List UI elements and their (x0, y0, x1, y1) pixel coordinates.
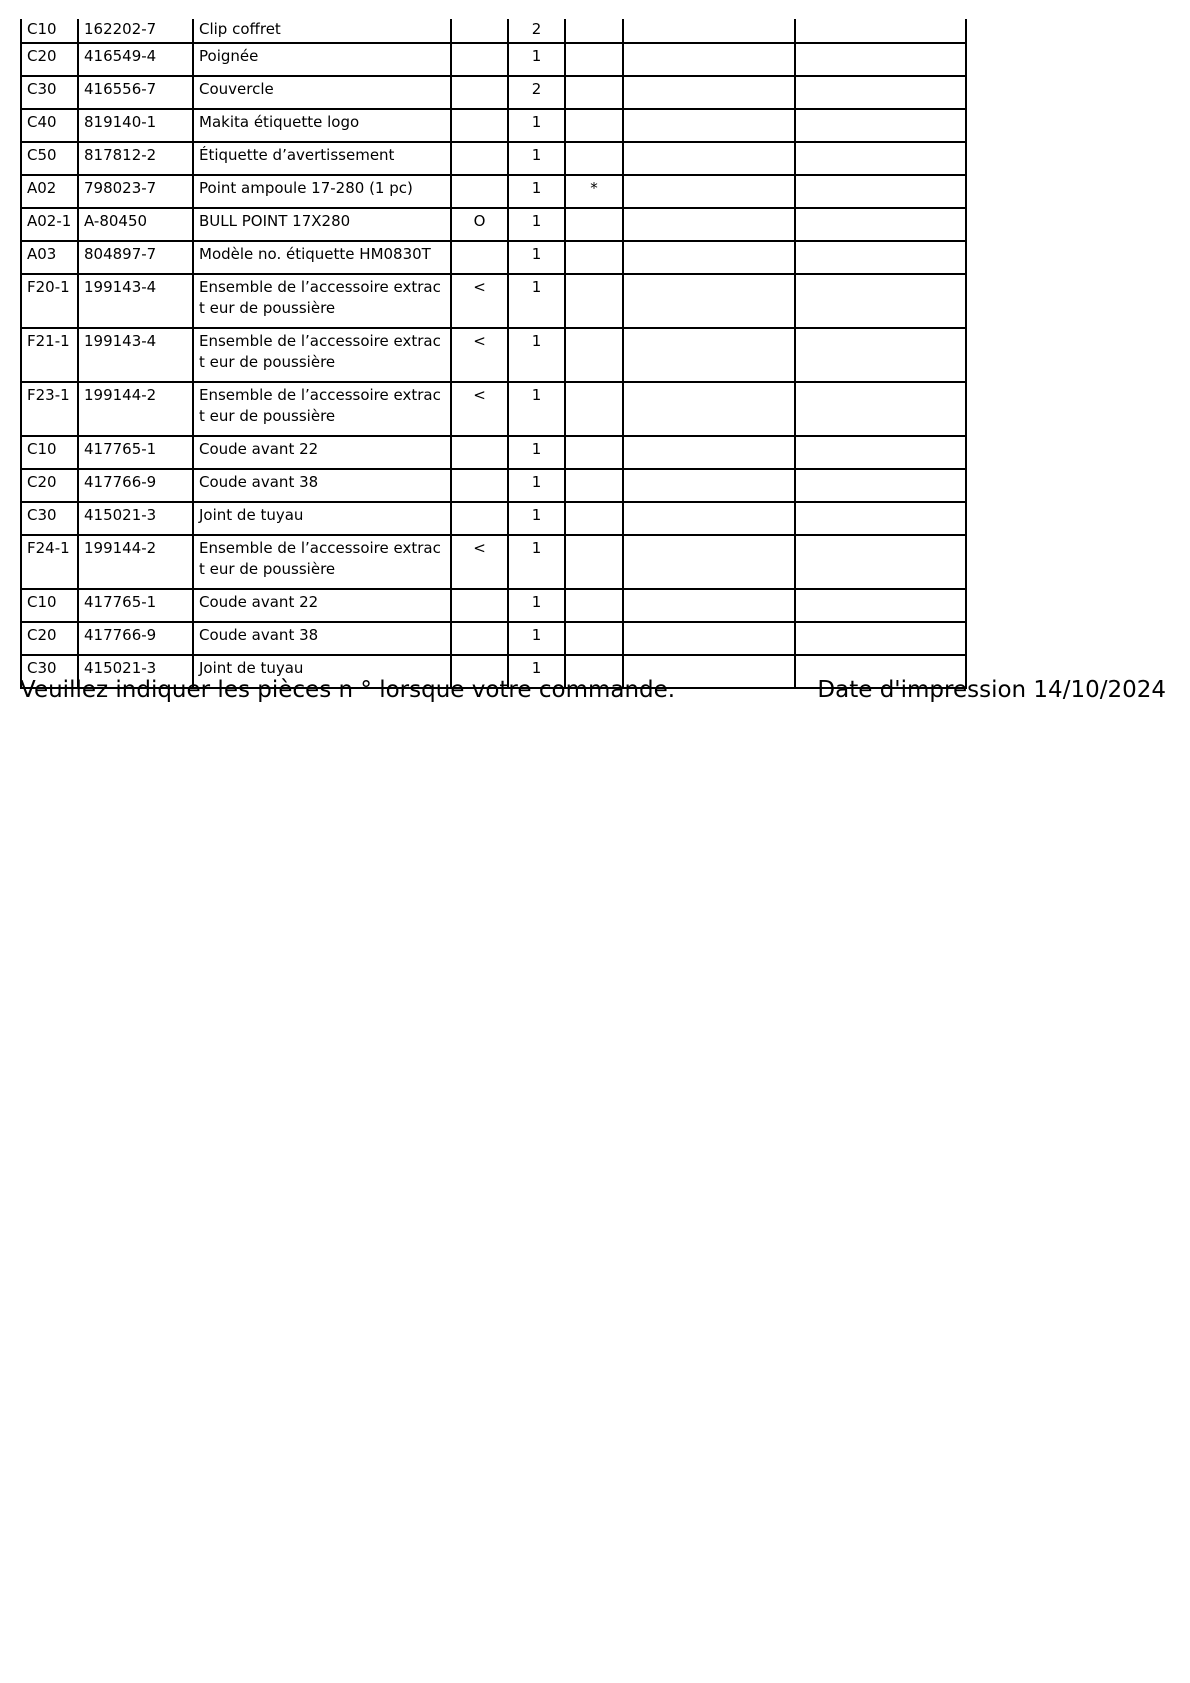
item-number-cell: C10 (21, 436, 78, 469)
blank-cell (795, 622, 966, 655)
blank-cell (795, 328, 966, 382)
description-cell: Joint de tuyau (193, 655, 451, 688)
note-mark-cell (565, 535, 623, 589)
blank-cell (795, 241, 966, 274)
quantity-cell: 1 (508, 109, 565, 142)
symbol-cell (451, 76, 508, 109)
table-row (21, 502, 966, 535)
note-mark-cell (565, 19, 623, 43)
part-number-cell: A-80450 (78, 208, 193, 241)
quantity-cell: 2 (508, 19, 565, 43)
item-number-cell: F23-1 (21, 382, 78, 436)
note-mark-cell (565, 436, 623, 469)
table-row (21, 142, 966, 175)
blank-cell (795, 274, 966, 328)
symbol-cell (451, 622, 508, 655)
description-cell: Coude avant 38 (193, 469, 451, 502)
blank-cell (795, 436, 966, 469)
table-row (21, 328, 966, 382)
note-mark-cell (565, 241, 623, 274)
blank-cell (623, 208, 795, 241)
description-cell: Poignée (193, 43, 451, 76)
table-row (21, 274, 966, 328)
quantity-cell: 1 (508, 241, 565, 274)
part-number-cell: 417766-9 (78, 622, 193, 655)
quantity-cell: 1 (508, 436, 565, 469)
item-number-cell: C30 (21, 502, 78, 535)
symbol-cell: < (451, 328, 508, 382)
description-cell: Ensemble de l’accessoire extract eur de poussière (193, 535, 451, 589)
item-number-cell: C50 (21, 142, 78, 175)
item-number-cell: F20-1 (21, 274, 78, 328)
description-cell: Étiquette d’avertissement (193, 142, 451, 175)
description-cell: Modèle no. étiquette HM0830T (193, 241, 451, 274)
note-mark-cell (565, 328, 623, 382)
part-number-cell: 819140-1 (78, 109, 193, 142)
part-number-cell: 798023-7 (78, 175, 193, 208)
blank-cell (795, 175, 966, 208)
quantity-cell: 1 (508, 589, 565, 622)
part-number-cell: 199143-4 (78, 274, 193, 328)
quantity-cell: 1 (508, 208, 565, 241)
table-row (21, 208, 966, 241)
blank-cell (623, 274, 795, 328)
note-mark-cell (565, 274, 623, 328)
quantity-cell: 1 (508, 622, 565, 655)
part-number-cell: 417766-9 (78, 469, 193, 502)
description-cell: Point ampoule 17-280 (1 pc) (193, 175, 451, 208)
note-mark-cell (565, 502, 623, 535)
blank-cell (795, 382, 966, 436)
item-number-cell: C10 (21, 589, 78, 622)
table-row (21, 43, 966, 76)
note-mark-cell (565, 382, 623, 436)
description-cell: Coude avant 22 (193, 589, 451, 622)
parts-table-body (21, 19, 966, 688)
part-number-cell: 415021-3 (78, 502, 193, 535)
blank-cell (623, 589, 795, 622)
note-mark-cell (565, 109, 623, 142)
table-row (21, 76, 966, 109)
quantity-cell: 1 (508, 535, 565, 589)
blank-cell (623, 109, 795, 142)
blank-cell (623, 436, 795, 469)
blank-cell (795, 142, 966, 175)
part-number-cell: 817812-2 (78, 142, 193, 175)
description-cell: Joint de tuyau (193, 502, 451, 535)
part-number-cell: 199144-2 (78, 535, 193, 589)
blank-cell (623, 382, 795, 436)
quantity-cell: 1 (508, 469, 565, 502)
item-number-cell: C10 (21, 19, 78, 43)
note-mark-cell (565, 76, 623, 109)
blank-cell (795, 43, 966, 76)
table-row (21, 436, 966, 469)
symbol-cell (451, 43, 508, 76)
table-row (21, 382, 966, 436)
symbol-cell (451, 469, 508, 502)
symbol-cell (451, 142, 508, 175)
note-mark-cell (565, 469, 623, 502)
note-mark-cell (565, 142, 623, 175)
blank-cell (795, 535, 966, 589)
symbol-cell (451, 109, 508, 142)
note-mark-cell (565, 43, 623, 76)
quantity-cell: 1 (508, 274, 565, 328)
part-number-cell: 804897-7 (78, 241, 193, 274)
description-cell: Coude avant 22 (193, 436, 451, 469)
print-date: Date d'impression 14/10/2024 (817, 677, 1166, 703)
blank-cell (623, 241, 795, 274)
item-number-cell: C30 (21, 76, 78, 109)
symbol-cell: < (451, 274, 508, 328)
item-number-cell: A02-1 (21, 208, 78, 241)
part-number-cell: 417765-1 (78, 436, 193, 469)
description-cell: BULL POINT 17X280 (193, 208, 451, 241)
note-mark-cell (565, 208, 623, 241)
description-cell: Ensemble de l’accessoire extract eur de poussière (193, 382, 451, 436)
item-number-cell: C20 (21, 469, 78, 502)
symbol-cell (451, 502, 508, 535)
part-number-cell: 416556-7 (78, 76, 193, 109)
table-row (21, 19, 966, 43)
parts-table (20, 19, 967, 689)
symbol-cell (451, 19, 508, 43)
part-number-cell: 417765-1 (78, 589, 193, 622)
blank-cell (623, 622, 795, 655)
quantity-cell: 1 (508, 142, 565, 175)
description-cell: Couvercle (193, 76, 451, 109)
table-row (21, 241, 966, 274)
symbol-cell (451, 175, 508, 208)
note-mark-cell: * (565, 175, 623, 208)
blank-cell (795, 19, 966, 43)
blank-cell (795, 76, 966, 109)
quantity-cell: 1 (508, 382, 565, 436)
item-number-cell: F24-1 (21, 535, 78, 589)
note-mark-cell (565, 622, 623, 655)
blank-cell (795, 502, 966, 535)
blank-cell (795, 208, 966, 241)
item-number-cell: C20 (21, 622, 78, 655)
quantity-cell: 1 (508, 328, 565, 382)
table-row (21, 175, 966, 208)
blank-cell (623, 502, 795, 535)
item-number-cell: A02 (21, 175, 78, 208)
symbol-cell (451, 436, 508, 469)
description-cell: Clip coffret (193, 19, 451, 43)
item-number-cell: C40 (21, 109, 78, 142)
part-number-cell: 415021-3 (78, 655, 193, 688)
table-row (21, 469, 966, 502)
blank-cell (623, 469, 795, 502)
blank-cell (623, 76, 795, 109)
item-number-cell: C20 (21, 43, 78, 76)
quantity-cell: 1 (508, 502, 565, 535)
quantity-cell: 2 (508, 76, 565, 109)
description-cell: Ensemble de l’accessoire extract eur de poussière (193, 328, 451, 382)
description-cell: Makita étiquette logo (193, 109, 451, 142)
item-number-cell: F21-1 (21, 328, 78, 382)
quantity-cell: 1 (508, 655, 565, 688)
table-row (21, 622, 966, 655)
blank-cell (623, 328, 795, 382)
symbol-cell (451, 241, 508, 274)
item-number-cell: C30 (21, 655, 78, 688)
part-number-cell: 416549-4 (78, 43, 193, 76)
item-number-cell: A03 (21, 241, 78, 274)
part-number-cell: 199143-4 (78, 328, 193, 382)
blank-cell (623, 19, 795, 43)
blank-cell (795, 469, 966, 502)
blank-cell (623, 535, 795, 589)
symbol-cell: < (451, 382, 508, 436)
blank-cell (795, 109, 966, 142)
note-mark-cell (565, 589, 623, 622)
symbol-cell: O (451, 208, 508, 241)
part-number-cell: 162202-7 (78, 19, 193, 43)
blank-cell (623, 43, 795, 76)
quantity-cell: 1 (508, 175, 565, 208)
blank-cell (623, 175, 795, 208)
quantity-cell: 1 (508, 43, 565, 76)
table-row (21, 535, 966, 589)
description-cell: Ensemble de l’accessoire extract eur de poussière (193, 274, 451, 328)
blank-cell (623, 142, 795, 175)
description-cell: Coude avant 38 (193, 622, 451, 655)
table-row (21, 109, 966, 142)
part-number-cell: 199144-2 (78, 382, 193, 436)
table-row (21, 589, 966, 622)
symbol-cell: < (451, 535, 508, 589)
blank-cell (795, 589, 966, 622)
order-instruction-note: Veuillez indiquer les pièces n ° lorsque votre commande. (20, 677, 676, 703)
symbol-cell (451, 589, 508, 622)
